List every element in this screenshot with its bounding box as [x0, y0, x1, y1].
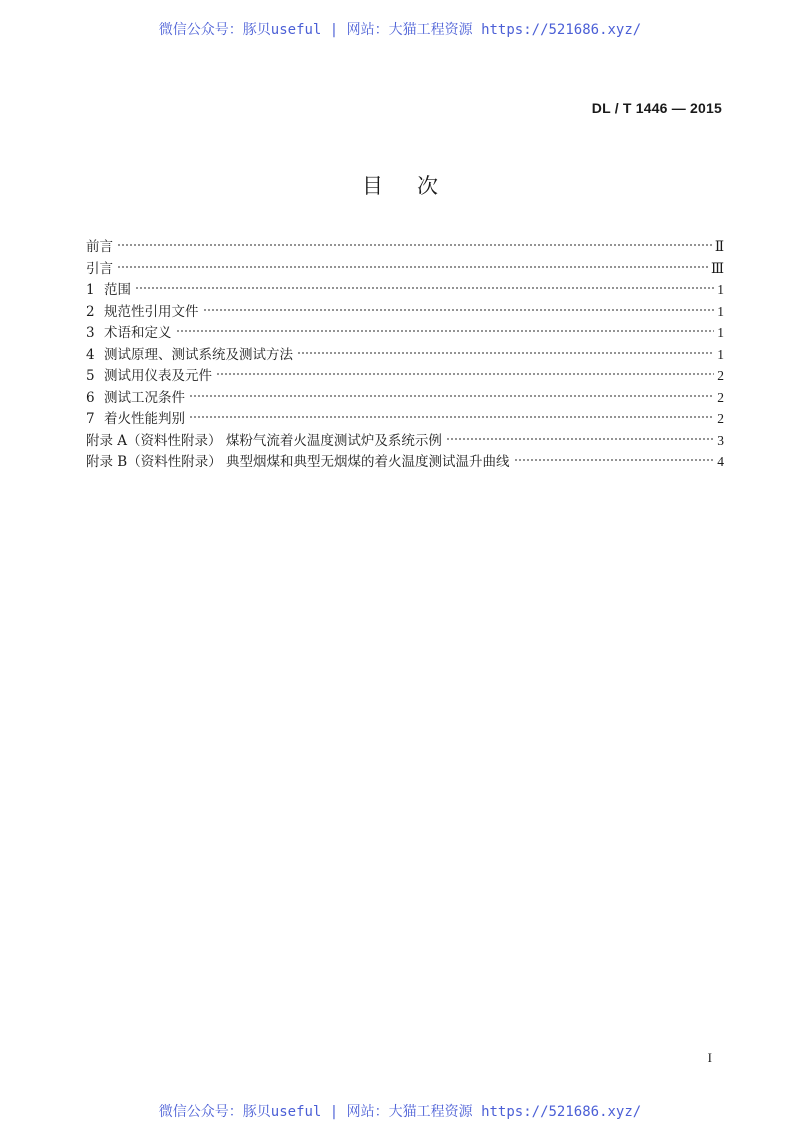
toc-entry-label: 测试工况条件 — [104, 389, 185, 406]
toc-entry-page: 2 — [717, 389, 724, 405]
toc-entry-label: 测试用仪表及元件 — [104, 368, 212, 384]
dot-leader — [203, 308, 715, 312]
toc-entry-3[interactable] — [86, 322, 724, 344]
dot-leader — [189, 394, 714, 398]
dot-leader — [189, 415, 714, 419]
toc-entry-page: Ⅲ — [710, 260, 724, 276]
dot-leader — [117, 265, 708, 269]
toc-entry-preface[interactable] — [86, 236, 724, 258]
toc-entry-appendix-a[interactable] — [86, 430, 724, 452]
toc-entry-page: 2 — [717, 411, 724, 426]
toc-entry-number: 7 — [86, 411, 95, 427]
toc-entry-number: 1 — [86, 282, 95, 298]
toc-entry-page: 1 — [717, 325, 724, 340]
toc-entry-label: 术语和定义 — [104, 325, 172, 341]
table-of-contents — [86, 236, 724, 473]
toc-entry-page: Ⅱ — [714, 239, 724, 254]
toc-entry-appendix-b[interactable] — [86, 451, 724, 473]
dot-leader — [216, 372, 714, 376]
dot-leader — [176, 329, 715, 333]
toc-entry-introduction[interactable] — [86, 258, 724, 280]
dot-leader — [135, 286, 714, 290]
standard-code: DL / T 1446 — 2015 — [591, 100, 722, 116]
toc-entry-4[interactable] — [86, 344, 724, 366]
dot-leader — [297, 351, 714, 355]
toc-entry-page: 2 — [717, 368, 724, 383]
toc-entry-number: 6 — [86, 389, 95, 406]
toc-entry-label: 附录 A（资料性附录） 煤粉气流着火温度测试炉及系统示例 — [86, 432, 442, 449]
toc-entry-label: 着火性能判别 — [104, 411, 185, 427]
toc-entry-page: 1 — [717, 303, 724, 319]
toc-entry-label: 范围 — [104, 282, 131, 298]
page-number: I — [707, 1050, 712, 1065]
toc-entry-7[interactable] — [86, 408, 724, 430]
toc-entry-page: 1 — [717, 282, 724, 297]
toc-entry-1[interactable] — [86, 279, 724, 301]
toc-entry-number: 5 — [86, 368, 95, 384]
toc-entry-label: 附录 B（资料性附录） 典型烟煤和典型无烟煤的着火温度测试温升曲线 — [86, 454, 510, 470]
toc-entry-label: 前言 — [86, 239, 113, 255]
toc-entry-number: 2 — [86, 303, 95, 320]
toc-entry-label: 规范性引用文件 — [104, 303, 199, 320]
toc-entry-number: 3 — [86, 325, 95, 341]
dot-leader — [117, 243, 712, 247]
watermark-top: 微信公众号：豚贝useful | 网站：大猫工程资源 https://521686.xyz/ — [158, 22, 642, 38]
dot-leader — [514, 458, 715, 462]
toc-entry-number: 4 — [86, 346, 95, 363]
toc-entry-5[interactable] — [86, 365, 724, 387]
dot-leader — [446, 437, 714, 441]
watermark-bottom: 微信公众号：豚贝useful | 网站：大猫工程资源 https://521686.xyz/ — [158, 1104, 642, 1120]
toc-entry-6[interactable] — [86, 387, 724, 409]
toc-entry-2[interactable] — [86, 301, 724, 323]
toc-entry-page: 1 — [717, 346, 724, 362]
toc-entry-page: 3 — [717, 432, 724, 448]
toc-title: 目次 — [362, 174, 472, 198]
toc-entry-label: 引言 — [86, 260, 113, 277]
toc-entry-page: 4 — [717, 454, 724, 469]
toc-entry-label: 测试原理、测试系统及测试方法 — [104, 346, 293, 363]
